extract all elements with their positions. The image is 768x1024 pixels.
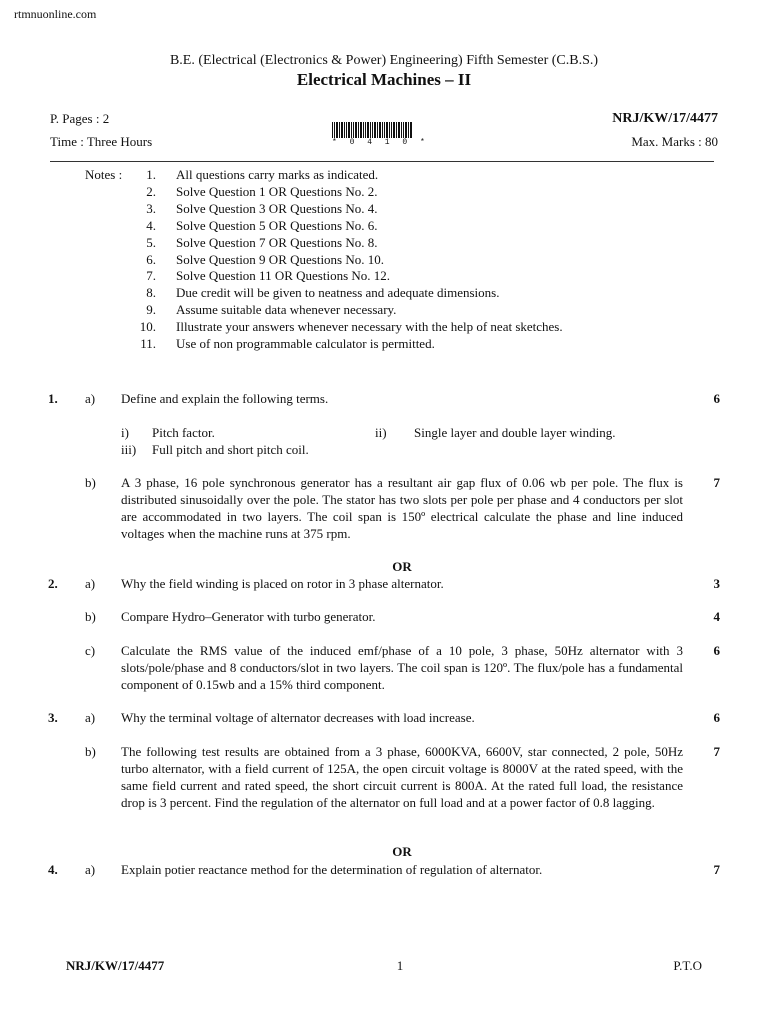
- site-watermark: rtmnuonline.com: [14, 7, 97, 21]
- note-number: 1.: [146, 167, 156, 182]
- note-number: 3.: [146, 200, 156, 216]
- question-number: 1.: [48, 391, 58, 406]
- paper-title: Electrical Machines – II: [296, 70, 472, 89]
- marks-value: 7: [713, 744, 720, 759]
- note-text: Solve Question 7 OR Questions No. 8.: [176, 234, 378, 250]
- note-number: 6.: [146, 251, 156, 267]
- note-text: All questions carry marks as indicated.: [176, 167, 379, 182]
- page-count: P. Pages : 2: [50, 111, 110, 126]
- question-number: 2.: [48, 576, 58, 591]
- note-number: 5.: [146, 234, 156, 250]
- or-separator: OR: [392, 844, 412, 859]
- note-text: Solve Question 5 OR Questions No. 6.: [176, 217, 378, 233]
- note-text: Solve Question 9 OR Questions No. 10.: [176, 251, 384, 267]
- max-marks: Max. Marks : 80: [631, 134, 718, 149]
- question-text: Why the terminal voltage of alternator decreases with load increase.: [121, 710, 475, 725]
- part-label: a): [85, 391, 96, 406]
- note-item: [0, 284, 768, 301]
- note-item: [0, 267, 768, 284]
- pto-label: P.T.O: [673, 958, 702, 973]
- note-number: 10.: [139, 319, 156, 335]
- marks-value: 6: [713, 710, 720, 725]
- part-label: a): [85, 862, 96, 877]
- footer-paper-code: NRJ/KW/17/4477: [66, 958, 165, 973]
- question-text: Explain potier reactance method for the determination of regulation of alternator.: [121, 862, 543, 877]
- page-number: 1: [396, 958, 404, 973]
- note-text: Illustrate your answers whenever necessary with the help of neat sketches.: [176, 319, 563, 335]
- marks-value: 3: [713, 576, 720, 591]
- subpart-label: i): [121, 425, 129, 440]
- note-item: [0, 318, 768, 335]
- note-item: [0, 166, 768, 183]
- question-text: Compare Hydro–Generator with turbo generator.: [121, 609, 376, 624]
- note-item: [0, 183, 768, 200]
- note-item: [0, 251, 768, 268]
- note-number: 7.: [146, 268, 156, 284]
- note-item: [0, 335, 768, 352]
- note-number: 4.: [146, 217, 156, 233]
- marks-value: 7: [713, 475, 720, 490]
- course-heading: B.E. (Electrical (Electronics & Power) Engineering) Fifth Semester (C.B.S.): [169, 53, 599, 68]
- note-item: [0, 217, 768, 234]
- note-item: [0, 234, 768, 251]
- note-text: Solve Question 11 OR Questions No. 12.: [176, 268, 391, 284]
- or-separator: OR: [392, 559, 412, 574]
- subpart-label: iii): [121, 442, 137, 457]
- question-text: Calculate the RMS value of the induced emf/phase of a 10 pole, 3 phase, 50Hz alternator with 3 slots/pole/phase and 8 conductors/slot in two layers. The coil span is 120º. The flux/pole has a fundamental component of 0.15wb and a 15% third component.: [121, 643, 683, 692]
- barcode-number: * 0 4 1 0 *: [332, 138, 429, 147]
- note-item: [0, 200, 768, 217]
- subpart-text: Single layer and double layer winding.: [414, 425, 616, 440]
- question-text: Why the field winding is placed on rotor in 3 phase alternator.: [121, 576, 444, 591]
- marks-value: 6: [713, 643, 720, 658]
- part-label: a): [85, 576, 96, 591]
- question-number: 3.: [48, 710, 58, 725]
- note-number: 11.: [140, 336, 156, 351]
- note-text: Assume suitable data whenever necessary.: [176, 302, 397, 318]
- marks-value: 4: [713, 609, 720, 624]
- part-label: b): [85, 475, 96, 490]
- part-label: c): [85, 643, 96, 658]
- note-number: 2.: [146, 183, 156, 199]
- marks-value: 7: [713, 862, 720, 877]
- question-text: Define and explain the following terms.: [121, 391, 329, 406]
- exam-duration: Time : Three Hours: [50, 134, 153, 149]
- marks-value: 6: [713, 391, 720, 406]
- barcode-icon: [332, 122, 412, 138]
- subpart-text: Pitch factor.: [152, 425, 215, 440]
- note-text: Solve Question 3 OR Questions No. 4.: [176, 200, 378, 216]
- note-text: Solve Question 1 OR Questions No. 2.: [176, 183, 378, 199]
- question-number: 4.: [48, 862, 58, 877]
- notes-label: Notes :: [85, 167, 123, 182]
- note-number: 8.: [146, 285, 156, 301]
- part-label: a): [85, 710, 96, 725]
- part-label: b): [85, 609, 96, 624]
- paper-code: NRJ/KW/17/4477: [612, 111, 718, 126]
- question-text: The following test results are obtained from a 3 phase, 6000KVA, 6600V, star connected, 2 pole, 50Hz turbo alternator, with a field current of 125A, the open circuit voltage is 8000V at the rated speed, with the same field current and rated speed, the short circuit current is 800A. At the rated full load, the resistance drop is 3 percent. Find the regulation of the alternator on full load and at a power factor of 0.8 lagging.: [121, 744, 683, 810]
- note-text: Due credit will be given to neatness and adequate dimensions.: [176, 285, 500, 301]
- note-item: [0, 301, 768, 318]
- note-text: Use of non programmable calculator is permitted.: [176, 336, 435, 351]
- part-label: b): [85, 744, 96, 759]
- header-divider: [50, 161, 714, 162]
- note-number: 9.: [146, 302, 156, 318]
- subpart-label: ii): [375, 425, 387, 440]
- subpart-text: Full pitch and short pitch coil.: [152, 442, 309, 457]
- question-text: A 3 phase, 16 pole synchronous generator has a resultant air gap flux of 0.06 wb per pole. The flux is distributed sinusoidally over the pole. The stator has two slots per pole per phase and 4 conductors per slot are accommodated in two layers. The coil span is 150º electrical calculate the phase and line induced voltages when the machine runs at 375 rpm.: [121, 475, 683, 541]
